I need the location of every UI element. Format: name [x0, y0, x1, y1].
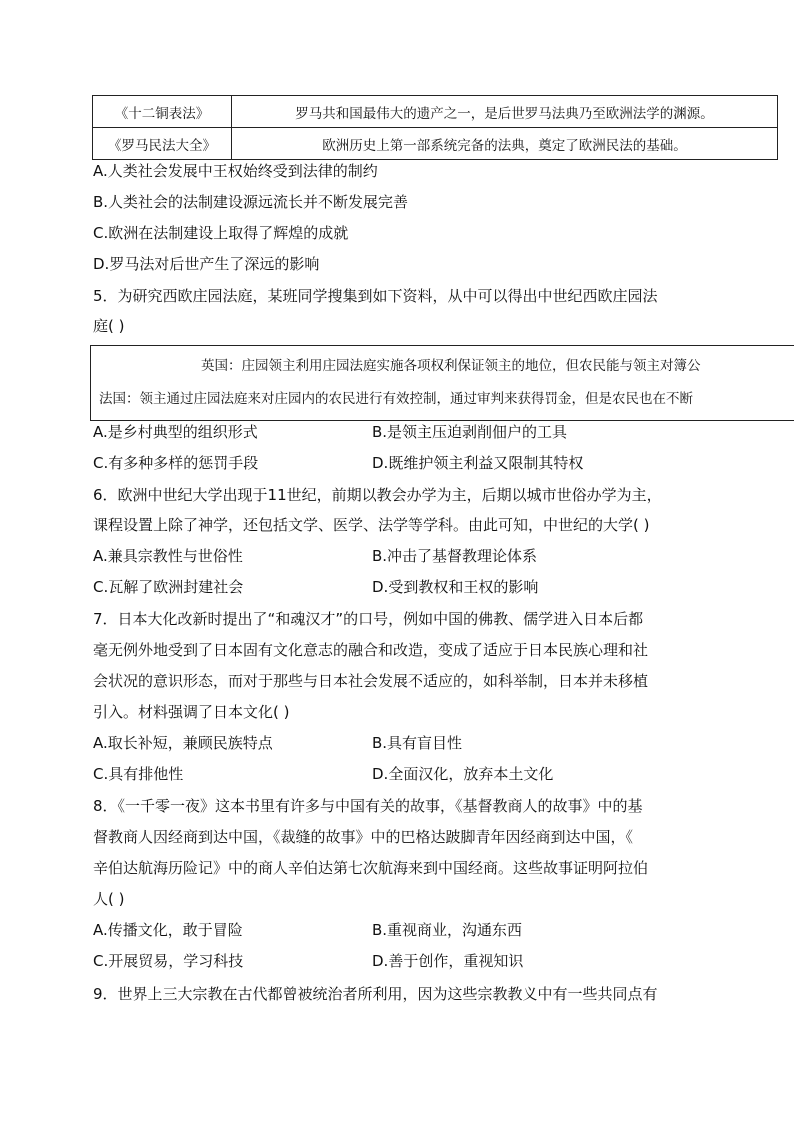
q5-material-england: 英国：庄园领主利用庄园法庭实施各项权利保证领主的地位，但农民能与领主对簿公 [201, 358, 701, 374]
q8-stem-line: 辛伯达航海历险记》中的商人辛伯达第七次航海来到中国经商。这些故事证明阿拉伯 [93, 859, 649, 877]
q7-option-c: C.具有排他性 [93, 765, 184, 783]
q7-stem-line: 毫无例外地受到了日本固有文化意志的融合和改造，变成了适应于日本民族心理和社 [93, 641, 649, 659]
q5-material-box [90, 345, 794, 421]
law-name-cell: 《罗马民法大全》 [93, 128, 232, 160]
q4-option-b: B.人类社会的法制建设源远流长并不断发展完善 [93, 193, 409, 211]
q8-stem-line: 督教商人因经商到达中国，《裁缝的故事》中的巴格达跛脚青年因经商到达中国，《 [93, 828, 634, 846]
q8-stem-line: 人( ) [93, 890, 125, 908]
q7-option-d: D.全面汉化，放弃本土文化 [372, 765, 554, 783]
q7-stem-line: 会状况的意识形态，而对于那些与日本社会发展不适应的，如科举制，日本并未移植 [93, 672, 649, 690]
law-name-cell: 《十二铜表法》 [93, 96, 232, 128]
q7-stem-line: 引入。材料强调了日本文化( ) [93, 703, 290, 721]
q6-option-a: A.兼具宗教性与世俗性 [93, 547, 243, 565]
q5-option-d: D.既维护领主利益又限制其特权 [372, 454, 584, 472]
q8-option-c: C.开展贸易，学习科技 [93, 952, 244, 970]
table-row [93, 128, 778, 160]
q8-option-a: A.传播文化，敢于冒险 [93, 921, 243, 939]
q4-option-a: A.人类社会发展中王权始终受到法律的制约 [93, 162, 378, 180]
q8-option-d: D.善于创作，重视知识 [372, 952, 524, 970]
law-desc-cell: 欧洲历史上第一部系统完备的法典，奠定了欧洲民法的基础。 [232, 128, 778, 160]
q6-option-b: B.冲击了基督教理论体系 [372, 547, 538, 565]
q5-material-france: 法国：领主通过庄园法庭来对庄园内的农民进行有效控制，通过审判来获得罚金，但是农民也在不断 [99, 391, 693, 407]
q7-option-a: A.取长补短，兼顾民族特点 [93, 734, 273, 752]
q8-stem-line: 8．《一千零一夜》这本书里有许多与中国有关的故事，《基督教商人的故事》中的基 [93, 797, 643, 815]
q5-option-b: B.是领主压迫剥削佃户的工具 [372, 423, 568, 441]
q5-stem-line: 5．为研究西欧庄园法庭，某班同学搜集到如下资料，从中可以得出中世纪西欧庄园法 [93, 287, 658, 305]
q5-stem-line: 庭( ) [93, 317, 125, 335]
roman-law-table [92, 95, 778, 160]
q6-option-c: C.瓦解了欧洲封建社会 [93, 578, 244, 596]
q4-option-c: C.欧洲在法制建设上取得了辉煌的成就 [93, 224, 349, 242]
q6-stem-line: 6．欧洲中世纪大学出现于11世纪，前期以教会办学为主，后期以城市世俗办学为主， [93, 486, 662, 504]
table-row [93, 96, 778, 128]
q6-option-d: D.受到教权和王权的影响 [372, 578, 539, 596]
q9-stem-line: 9．世界上三大宗教在古代都曾被统治者所利用，因为这些宗教教义中有一些共同点有 [93, 985, 658, 1003]
q5-option-a: A.是乡村典型的组织形式 [93, 423, 258, 441]
q7-option-b: B.具有盲目性 [372, 734, 463, 752]
q4-option-d: D.罗马法对后世产生了深远的影响 [93, 255, 320, 273]
q8-option-b: B.重视商业，沟通东西 [372, 921, 523, 939]
law-desc-cell: 罗马共和国最伟大的遗产之一，是后世罗马法典乃至欧洲法学的渊源。 [232, 96, 778, 128]
q6-stem-line: 课程设置上除了神学，还包括文学、医学、法学等学科。由此可知，中世纪的大学( ) [93, 516, 650, 534]
q5-option-c: C.有多种多样的惩罚手段 [93, 454, 259, 472]
q7-stem-line: 7．日本大化改新时提出了“和魂汉才”的口号，例如中国的佛教、儒学进入日本后都 [93, 610, 644, 628]
